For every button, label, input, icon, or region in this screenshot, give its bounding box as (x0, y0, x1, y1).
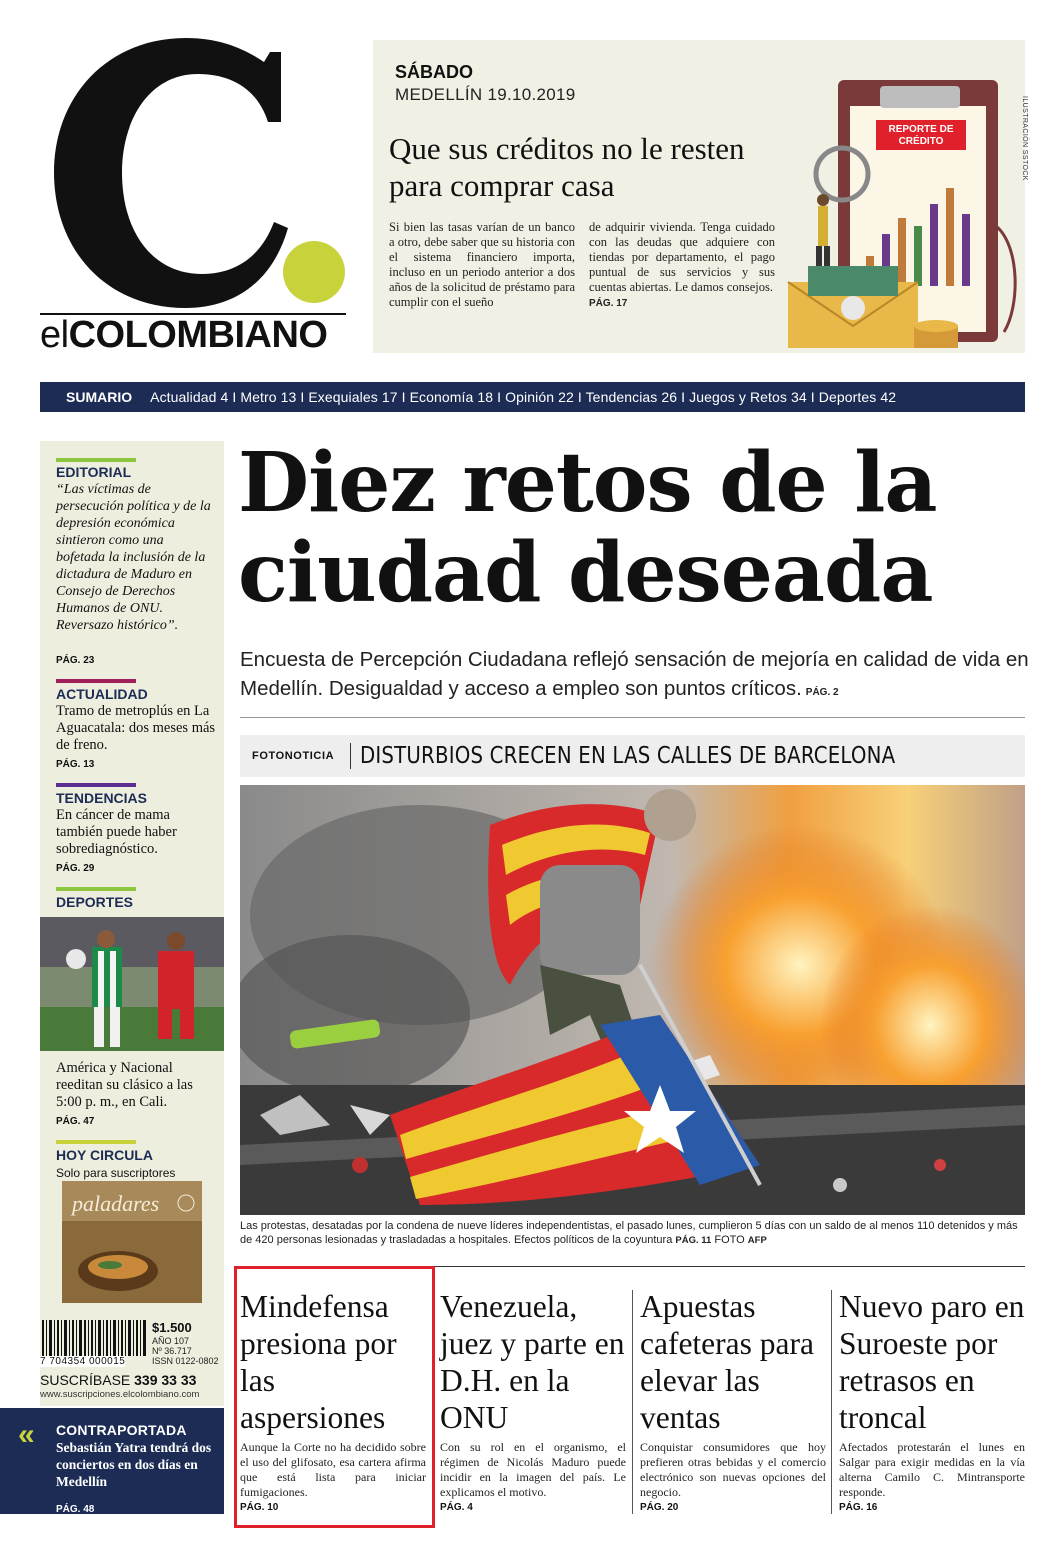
illus-label-2: CRÉDITO (898, 136, 944, 147)
actualidad-color-bar (56, 679, 136, 683)
fotonoticia-separator (350, 743, 351, 769)
fotonoticia-label: FOTONOTICIA (252, 750, 335, 762)
credit-report-illustration (768, 76, 1018, 348)
barcode-digits: 7 704354 000015 (40, 1356, 126, 1367)
sidebar-hoy-circula-label[interactable]: HOY CIRCULA (56, 1147, 153, 1163)
promo-box[interactable] (373, 40, 1028, 353)
column-separator (632, 1290, 633, 1514)
deportes-photo[interactable] (40, 917, 224, 1051)
deportes-color-bar (56, 887, 136, 891)
price: $1.500 (152, 1320, 192, 1335)
contraportada-box[interactable] (0, 1408, 224, 1514)
price-block (40, 1320, 224, 1400)
contraportada-label: CONTRAPORTADA (56, 1422, 187, 1438)
caption-credit: AFP (747, 1235, 767, 1246)
story-page-ref: PÁG. 10 (240, 1502, 279, 1513)
story-page-ref: PÁG. 4 (440, 1502, 473, 1513)
story-page-ref: PÁG. 16 (839, 1502, 878, 1513)
fotonoticia-title[interactable]: DISTURBIOS CRECEN EN LAS CALLES DE BARCELONA (360, 743, 896, 769)
promo-text-col1: Si bien las tasas varían de un banco a otro, debe saber que su historia con el sistema financiero importa, incluso en un periodo anterior a dos años de la solicitud de préstamo para cumplir con el sueño (389, 220, 575, 309)
sidebar-actualidad-label[interactable]: ACTUALIDAD (56, 686, 148, 702)
hoy-circula-color-bar (56, 1140, 136, 1144)
promo-headline[interactable]: Que sus créditos no le resten para comprar casa (389, 131, 745, 203)
story-text: Con su rol en el organismo, el régimen de Nicolás Maduro puede incidir en la imagen del país. Le explicamos el motivo. (440, 1440, 626, 1499)
subscribe-phone[interactable]: 339 33 33 (134, 1372, 197, 1388)
sidebar-editorial-pag: PÁG. 23 (56, 655, 95, 666)
column-separator (831, 1290, 832, 1514)
subscribe-line[interactable]: SUSCRÍBASE 339 33 33 (40, 1372, 197, 1388)
double-chevron-left-icon: « (18, 1418, 35, 1451)
edition-meta: AÑO 107 Nº 36.717 ISSN 0122-0802 (152, 1336, 219, 1366)
edition-date: MEDELLÍN 19.10.2019 (395, 85, 576, 104)
editorial-color-bar (56, 458, 136, 462)
sidebar-actualidad-pag: PÁG. 13 (56, 759, 95, 770)
caption-page-ref: PÁG. 11 (675, 1235, 712, 1246)
story-title[interactable]: Nuevo paro en Suroeste por retrasos en troncal (839, 1289, 1025, 1435)
sidebar-tendencias-label[interactable]: TENDENCIAS (56, 790, 148, 806)
story-text: Aunque la Corte no ha decidido sobre el uso del glifosato, esa cartera afirma que está lista para iniciar fumigaciones. (240, 1440, 426, 1499)
main-headline[interactable]: Diez retos de la ciudad deseada (238, 435, 937, 621)
highlight-box (234, 1266, 435, 1528)
logo-dot (283, 241, 345, 303)
sidebar-deportes-label[interactable]: DEPORTES (56, 894, 134, 910)
magazine-title: paladares (72, 1191, 160, 1216)
sidebar-editorial-label[interactable]: EDITORIAL (56, 464, 132, 480)
story-page-ref: PÁG. 20 (640, 1502, 679, 1513)
masthead-logo[interactable] (36, 22, 356, 322)
story-title[interactable]: Venezuela, juez y parte en D.H. en la ONU (440, 1289, 625, 1435)
tendencias-color-bar (56, 783, 136, 787)
promo-page-ref: PÁG. 17 (589, 298, 628, 309)
subscribe-url[interactable]: www.suscripciones.elcolombiano.com (40, 1389, 200, 1400)
sumario-items[interactable]: Actualidad 4 I Metro 13 I Exequiales 17 I Economía 18 I Opinión 22 I Tendencias 26 I Juegos y Retos 34 I Deportes 42 (150, 389, 897, 405)
story-title[interactable]: Apuestas cafeteras para elevar las ventas (640, 1289, 814, 1435)
sidebar-tendencias-pag: PÁG. 29 (56, 863, 95, 874)
subhead-page-ref: PÁG. 2 (805, 687, 839, 698)
sidebar (40, 441, 224, 1406)
photo-caption: Las protestas, desatadas por la condena de nueve líderes independentistas, el pasado lunes, cumplieron 5 días con un saldo de al menos 110 detenidos y más de 420 personas lesionadas y trasladadas a hospitales. Efectos políticos de la coyuntura PÁG. 11 FOTO AFP (240, 1220, 1018, 1246)
sidebar-actualidad-text[interactable]: Tramo de metroplús en La Aguacatala: dos meses más de freno. (56, 703, 216, 753)
sidebar-editorial-text[interactable]: “Las víctimas de persecución política y de la depresión económica sintieron como una bofetada la inclusión de la dictadura de Maduro en Consejo de Derechos Humanos de ONU. Reversazo histórico”. (56, 482, 211, 633)
promo-text-col2: de adquirir vivienda. Tenga cuidado con las deudas que adquiere con tiendas por departamento, el pago puntual de sus servicios y sus cuentas abiertas. Le damos consejos. PÁG. 17 (589, 220, 775, 309)
logo-c-letter (54, 38, 288, 308)
sidebar-deportes-pag: PÁG. 47 (56, 1116, 95, 1127)
edition-day: SÁBADO (395, 62, 474, 82)
logo-wordmark[interactable]: elCOLOMBIANO (40, 314, 328, 356)
sidebar-deportes-text[interactable]: América y Nacional reeditan su clásico a las 5:00 p. m., en Cali. (56, 1060, 193, 1110)
divider (240, 717, 1025, 718)
illustration-credit: ILUSTRACIÓN SSTOCK (1021, 96, 1028, 181)
sidebar-tendencias-text[interactable]: En cáncer de mama también puede haber sobrediagnóstico. (56, 807, 177, 857)
story-text: Conquistar consumidores que hoy prefieren otras bebidas y el comercio electrónico son nuevas opciones del negocio. (640, 1440, 826, 1499)
caption-credit-label: FOTO (714, 1234, 745, 1246)
main-subhead: Encuesta de Percepción Ciudadana reflejó sensación de mejoría en calidad de vida en Medellín. Desigualdad y acceso a empleo son puntos críticos. PÁG. 2 (240, 648, 1029, 700)
story-title[interactable]: Mindefensa presiona por las aspersiones (240, 1289, 397, 1435)
sumario-bar (40, 382, 1025, 412)
illus-label-1: REPORTE DE (888, 124, 954, 135)
contraportada-pag: PÁG. 48 (56, 1504, 95, 1515)
paladares-magazine-cover[interactable] (62, 1181, 202, 1303)
sumario-label: SUMARIO (66, 389, 133, 405)
sidebar-hoy-circula-text: Solo para suscriptores (56, 1166, 176, 1180)
barcelona-protest-photo[interactable] (240, 785, 1025, 1215)
fotonoticia-bar (240, 735, 1025, 777)
story-text: Afectados protestarán el lunes en Salgar para exigir medidas en la vía alterna Camilo C. Mintransporte responde. (839, 1440, 1025, 1499)
contraportada-text[interactable]: Sebastián Yatra tendrá dos conciertos en dos días en Medellín (56, 1440, 212, 1489)
